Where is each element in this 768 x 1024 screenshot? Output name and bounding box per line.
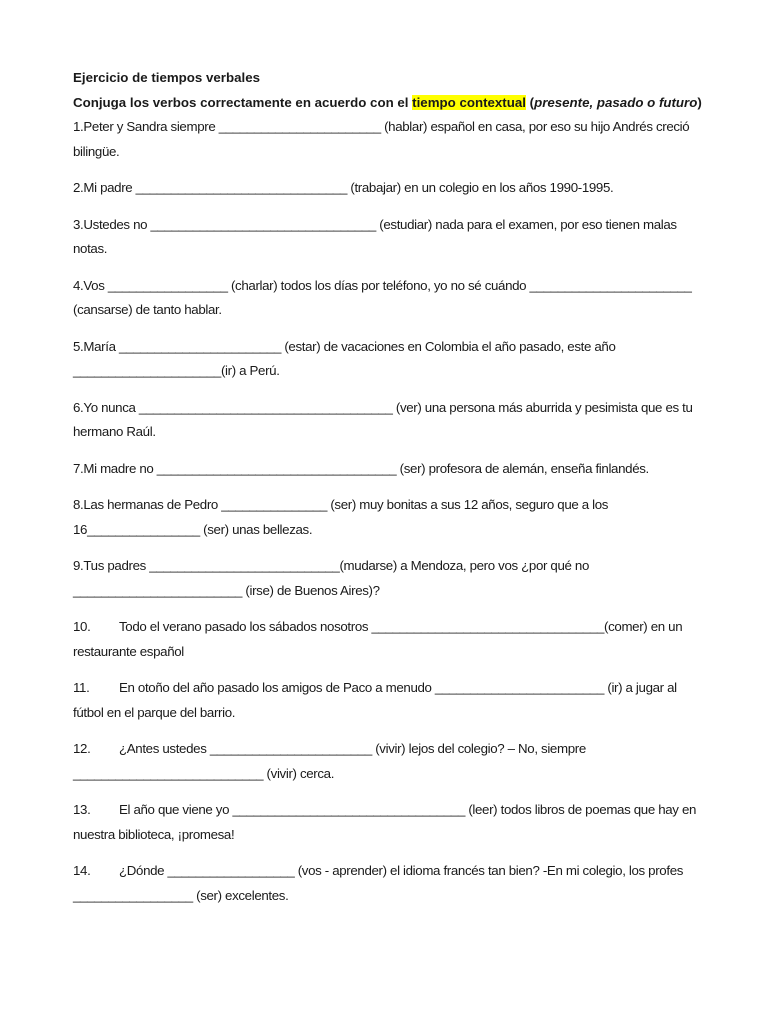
exercise-number: 5. — [73, 338, 84, 354]
exercise-item — [73, 457, 697, 482]
exercise-item — [73, 176, 697, 201]
worksheet-title: Ejercicio de tiempos verbales — [73, 70, 260, 85]
exercise-text: En otoño del año pasado los amigos de Paco a menudo ________________________ (ir) a jugar al fútbol en el parque del barrio. — [73, 680, 677, 720]
exercise-item — [73, 798, 697, 847]
worksheet-instruction — [73, 91, 702, 116]
exercise-item — [73, 615, 697, 664]
exercise-text: El año que viene yo _________________________________ (leer) todos libros de poemas que hay en nuestra biblioteca, ¡promesa! — [73, 802, 697, 842]
exercise-text: ¿Dónde __________________ (vos - aprender) el idioma francés tan bien? -En mi colegio, los profes _________________ (ser) excelentes. — [73, 863, 684, 903]
exercise-text: Tus padres ___________________________(mudarse) a Mendoza, pero vos ¿por qué no ________________________ (irse) de Buenos Aires)? — [73, 558, 589, 598]
exercise-number: 2. — [73, 180, 84, 195]
exercise-number: 13. — [73, 802, 91, 817]
instruction-open-paren: ( — [525, 94, 535, 110]
worksheet-page — [73, 66, 702, 920]
exercise-item — [73, 859, 697, 908]
exercise-item — [73, 335, 697, 384]
exercise-text: Mi padre ______________________________ (trabajar) en un colegio en los años 1990-1995. — [83, 180, 614, 195]
exercise-number: 7. — [73, 460, 84, 476]
exercise-text: Peter y Sandra siempre _______________________ (hablar) español en casa, por eso su hijo Andrés creció bilingüe. — [73, 119, 690, 159]
exercise-text: Las hermanas de Pedro _______________ (ser) muy bonitas a sus 12 años, seguro que a los 16________________ (ser) unas bellezas. — [73, 497, 609, 537]
exercise-item — [73, 274, 697, 323]
exercise-number: 12. — [73, 741, 91, 756]
instruction-highlight: tiempo contextual — [412, 94, 526, 110]
exercise-list — [73, 115, 697, 908]
exercise-item — [73, 115, 697, 164]
instruction-close-paren: ) — [697, 94, 702, 110]
exercise-number: 10. — [73, 619, 91, 634]
exercise-item — [73, 213, 697, 262]
exercise-number: 11. — [73, 680, 90, 695]
exercise-number: 8. — [73, 497, 84, 512]
exercise-number: 14. — [73, 863, 91, 878]
exercise-item — [73, 554, 697, 603]
instruction-text: Conjuga los verbos correctamente en acuerdo con el — [73, 94, 413, 110]
exercise-text: Vos _________________ (charlar) todos los días por teléfono, yo no sé cuándo _______________________ (cansarse) de tanto hablar. — [73, 277, 692, 317]
exercise-item — [73, 676, 697, 725]
exercise-text: Ustedes no ________________________________ (estudiar) nada para el examen, por eso tienen malas notas. — [73, 216, 677, 256]
exercise-text: Yo nunca ____________________________________ (ver) una persona más aburrida y pesimista que es tu hermano Raúl. — [73, 399, 693, 439]
exercise-number: 4. — [73, 277, 84, 293]
exercise-number: 6. — [73, 399, 84, 415]
exercise-item — [73, 737, 697, 786]
exercise-text: Mi madre no __________________________________ (ser) profesora de alemán, enseña finlandés. — [83, 460, 649, 476]
exercise-text: Todo el verano pasado los sábados nosotros _________________________________(comer) en un restaurante español — [73, 619, 683, 659]
instruction-tenses: presente, pasado o futuro — [534, 94, 698, 110]
exercise-number: 9. — [73, 558, 84, 573]
exercise-number: 3. — [73, 216, 84, 232]
exercise-number: 1. — [73, 119, 84, 134]
exercise-text: María _______________________ (estar) de vacaciones en Colombia el año pasado, este año _____________________(ir) a Perú. — [73, 338, 616, 378]
exercise-text: ¿Antes ustedes _______________________ (vivir) lejos del colegio? – No, siempre ___________________________ (vivir) cerca. — [73, 741, 586, 781]
exercise-item — [73, 493, 697, 542]
exercise-item — [73, 396, 697, 445]
